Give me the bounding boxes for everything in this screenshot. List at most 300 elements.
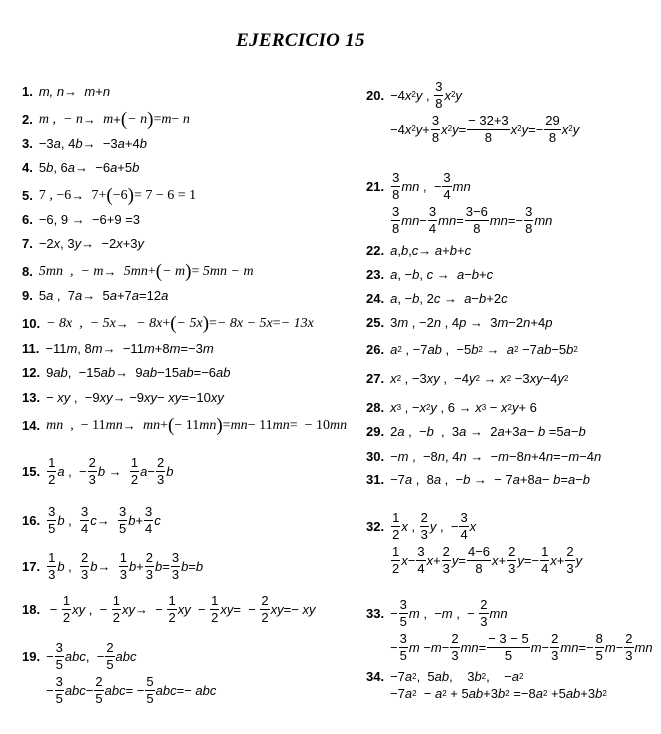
exercise-number: 1.	[22, 84, 33, 99]
variable: a	[534, 472, 542, 487]
math-term: −7	[390, 686, 405, 701]
variable: b	[128, 512, 136, 528]
variable: y	[468, 371, 476, 386]
fraction: 1 2	[392, 544, 400, 576]
math-term: →	[122, 418, 143, 434]
variable: x	[401, 518, 408, 534]
variable: b	[57, 512, 65, 528]
math-term: + 5	[446, 686, 469, 701]
variable: xy	[177, 601, 191, 617]
exercise-statement	[366, 372, 568, 385]
math-term: − 8x − 5x	[216, 315, 273, 331]
exponent: 2	[478, 344, 483, 354]
exercise-statement	[366, 292, 508, 305]
math-term: +	[135, 512, 144, 528]
variable: x	[390, 371, 397, 386]
variable: abc	[64, 682, 86, 698]
math-term: =	[478, 639, 487, 655]
variable: m	[498, 449, 510, 464]
exercise-16	[22, 505, 161, 535]
exercise-statement	[366, 80, 579, 110]
math-term: → 3	[466, 315, 498, 330]
variable: x	[426, 552, 434, 568]
math-term: → −9	[112, 390, 145, 405]
exercise-number: 15.	[22, 463, 41, 479]
math-term: 9	[46, 365, 54, 380]
exercise-statement	[22, 641, 216, 671]
math-term: ,	[407, 518, 419, 534]
math-term: , 8	[77, 341, 92, 356]
variable: a	[46, 288, 54, 303]
math-term: , 3	[449, 669, 475, 684]
math-term: , 2	[419, 291, 434, 306]
math-term: =−10	[181, 390, 211, 405]
exercise-14	[22, 415, 348, 436]
math-term: →	[64, 84, 85, 99]
math-term: − 13x	[280, 315, 314, 331]
math-term: →	[97, 558, 118, 574]
math-term: =−	[553, 449, 569, 464]
variable: b	[479, 291, 487, 306]
math-term: −	[46, 601, 61, 617]
math-term: =−	[578, 639, 594, 655]
parenthesis: )	[147, 109, 154, 130]
math-term: , −	[419, 605, 442, 621]
variable: b	[578, 424, 586, 439]
exercise-statement	[366, 670, 607, 683]
math-term: = 7 − 6 = 1	[133, 187, 197, 203]
exercise-solution	[22, 675, 216, 705]
math-term: =−	[507, 212, 524, 228]
math-term: −15	[157, 365, 180, 380]
math-term: −	[147, 463, 155, 479]
math-term: =	[153, 111, 162, 127]
math-term: −	[570, 424, 579, 439]
exponent: 2	[513, 344, 519, 354]
variable: x	[441, 121, 448, 137]
fraction: 3 8	[435, 79, 443, 111]
variable: p	[459, 315, 467, 330]
variable: x	[501, 400, 508, 415]
exercise-6	[22, 213, 140, 226]
math-term: −6, 9 → −6+9 =3	[38, 212, 141, 227]
math-term: mn	[142, 417, 161, 433]
math-term: +2	[486, 291, 502, 306]
math-term: , −	[85, 601, 111, 617]
math-term: , −	[486, 669, 512, 684]
fraction: $\frac{5}{5}$	[146, 674, 154, 706]
variable: y	[557, 371, 564, 386]
variable: a	[390, 267, 398, 282]
math-term: =−	[283, 601, 303, 617]
variable: abc	[155, 682, 177, 698]
variable: xy	[302, 601, 316, 617]
math-term: +	[556, 552, 565, 568]
variable: c	[433, 291, 441, 306]
math-term: +3	[580, 686, 596, 701]
variable: b	[412, 267, 420, 282]
exercise-number: 24.	[366, 291, 385, 306]
math-term: , 5	[416, 669, 435, 684]
variable: xy	[168, 390, 182, 405]
exercise-statement	[366, 316, 552, 329]
math-term: −	[615, 639, 624, 655]
math-term: →	[105, 463, 129, 479]
parenthesis: )	[185, 261, 192, 282]
variable: ab	[434, 669, 450, 684]
math-term: 5	[38, 288, 47, 303]
math-term: , 8	[412, 472, 434, 487]
exercise-number: 23.	[366, 267, 385, 282]
fraction: $\frac{2}{3}$	[88, 455, 96, 487]
variable: a	[433, 472, 442, 487]
math-term: −3	[38, 136, 54, 151]
variable: ab	[179, 365, 194, 380]
math-term: 5mn	[123, 263, 148, 279]
exercise-number: 14.	[22, 418, 41, 434]
math-term: →	[482, 342, 507, 357]
math-term: +	[160, 417, 168, 433]
math-term: 7 , −6	[38, 187, 72, 203]
variable: y	[572, 121, 580, 137]
variable: abc	[64, 648, 86, 664]
fraction: $\frac{8}{5}$	[595, 631, 603, 663]
fraction: 1 2	[392, 510, 400, 542]
variable: m	[604, 639, 616, 655]
exercise-18	[22, 594, 315, 624]
variable: b	[471, 267, 480, 282]
exercise-statement	[22, 185, 197, 206]
variable: y	[455, 87, 462, 103]
math-term: =	[560, 472, 568, 487]
math-term: =	[222, 417, 231, 433]
math-term: , 4	[441, 315, 460, 330]
math-term: m , − n	[38, 111, 83, 127]
exponent: 2	[411, 124, 416, 134]
fraction: $\frac{3}{4}$	[145, 504, 153, 536]
variable: a	[506, 342, 514, 357]
fraction: 1 2	[48, 455, 56, 487]
math-term: + 6	[518, 400, 537, 415]
variable: y	[415, 121, 423, 137]
exercise-statement	[22, 161, 139, 174]
math-term: = −	[233, 601, 260, 617]
exercise-23	[366, 268, 493, 281]
exercise-29	[366, 425, 586, 438]
math-term: , 3	[433, 424, 460, 439]
variable: xy	[529, 371, 543, 386]
math-term: −	[419, 212, 427, 228]
variable: b	[537, 424, 546, 439]
fraction: $\frac{1}{2}$	[62, 593, 71, 625]
fraction: $\frac{3}{4}$	[428, 204, 437, 236]
fraction: $\frac{2}{3}$	[156, 455, 165, 487]
variable: m	[441, 605, 453, 621]
variable: m	[408, 605, 420, 621]
fraction: $\frac{3}{5}$	[55, 640, 63, 672]
math-term: −	[46, 648, 54, 664]
variable: y	[74, 236, 82, 251]
math-term: −7	[390, 472, 405, 487]
math-term: +	[479, 267, 487, 282]
exponent: 2	[397, 344, 402, 354]
variable: b	[553, 472, 561, 487]
math-term: →	[82, 112, 104, 128]
exercise-28	[366, 401, 537, 414]
math-term: =−	[176, 682, 196, 698]
exercise-number: 22.	[366, 243, 385, 258]
exercise-number: 27.	[366, 371, 385, 386]
variable: n	[459, 449, 467, 464]
math-term: → −11	[102, 341, 144, 356]
variable: x	[53, 236, 61, 251]
variable: ab	[427, 342, 442, 357]
exercise-statement	[22, 213, 140, 226]
math-term: +	[136, 558, 144, 574]
exercise-statement	[366, 425, 586, 438]
math-term: ,	[397, 243, 401, 258]
exercise-number: 34.	[366, 669, 385, 684]
math-term: −	[416, 686, 435, 701]
variable: b	[46, 160, 54, 175]
exponent: 2	[412, 671, 417, 681]
exercise-statement	[22, 551, 203, 581]
exercise-statement	[22, 237, 144, 250]
math-term: , −	[436, 518, 459, 534]
math-term: −	[441, 639, 450, 655]
math-term: = −	[125, 682, 145, 698]
math-term: −7	[390, 669, 405, 684]
math-term: −	[190, 601, 210, 617]
fraction: 3 8	[392, 204, 400, 236]
fraction: 3 5	[118, 504, 127, 536]
variable: m	[397, 449, 409, 464]
math-term: −	[471, 291, 480, 306]
math-term: , −8	[408, 449, 438, 464]
variable: mn	[438, 212, 457, 228]
math-term: ,	[64, 558, 79, 574]
variable: m, n	[38, 84, 65, 99]
variable: a	[109, 288, 117, 303]
fraction: $\frac{2}{3}$	[442, 544, 450, 576]
math-term: 5mn − m	[202, 263, 254, 279]
math-term: −	[157, 390, 169, 405]
math-term: mn	[46, 417, 64, 433]
math-term: +	[422, 121, 430, 137]
math-term: −	[526, 424, 538, 439]
fraction: $\frac{3}{4}$	[443, 170, 451, 202]
exercise-statement	[366, 450, 601, 463]
variable: xy	[426, 371, 440, 386]
exercise-12	[22, 366, 231, 379]
exercise-number: 12.	[22, 365, 41, 380]
variable: xy	[99, 390, 113, 405]
variable: a	[390, 342, 398, 357]
math-term: =	[191, 263, 203, 279]
variable: a	[497, 424, 505, 439]
fraction: $\frac{3}{8}$	[431, 113, 440, 145]
math-term: +3	[504, 424, 520, 439]
math-term: +	[162, 315, 171, 331]
variable: c	[90, 512, 97, 528]
exercise-solution	[366, 205, 552, 235]
exercise-statement	[22, 137, 147, 150]
math-term: =	[458, 121, 467, 137]
math-term: = − 10	[289, 417, 330, 433]
variable: x	[510, 121, 518, 137]
variable: m	[202, 341, 214, 356]
exercise-33	[366, 598, 653, 663]
math-term: , −	[452, 605, 479, 621]
math-term: − 5x	[176, 315, 203, 331]
fraction: $\frac{- 3 - 5}{5}$	[488, 631, 529, 663]
variable: b	[128, 558, 137, 574]
math-term: +5	[547, 686, 566, 701]
exercise-number: 33.	[366, 605, 385, 621]
math-term: →	[96, 512, 117, 528]
math-term: , −	[401, 400, 420, 415]
math-term: → 5	[82, 288, 110, 303]
variable: m	[84, 84, 96, 99]
math-term: −	[541, 639, 550, 655]
math-term: −2	[38, 236, 54, 251]
exercise-number: 25.	[366, 315, 385, 330]
math-term: , 4	[445, 449, 460, 464]
exercise-statement	[366, 268, 493, 281]
variable: n	[437, 449, 446, 464]
variable: mn	[489, 212, 508, 228]
exercise-number: 4.	[22, 160, 33, 175]
exercise-31	[366, 473, 590, 486]
parenthesis: )	[127, 185, 134, 206]
variable: n	[523, 315, 531, 330]
variable: y	[452, 121, 459, 137]
variable: y	[430, 400, 437, 415]
math-term: =	[162, 558, 170, 574]
exercise-24	[366, 292, 508, 305]
exercise-number: 29.	[366, 424, 385, 439]
exercise-2	[22, 109, 190, 130]
variable: abc	[115, 648, 137, 664]
exercise-statement	[366, 473, 590, 486]
variable: b	[132, 160, 140, 175]
exponent: 2	[568, 124, 573, 134]
math-term: −11	[45, 341, 67, 356]
math-term: −	[390, 639, 398, 655]
variable: b	[90, 558, 98, 574]
exercise-number: 7.	[22, 236, 33, 251]
math-term: −	[46, 390, 58, 405]
math-term: , 6	[53, 160, 68, 175]
fraction: 3 5	[48, 504, 56, 536]
math-term: +	[433, 552, 441, 568]
math-term: mn	[105, 417, 123, 433]
variable: p	[545, 315, 553, 330]
variable: x	[550, 552, 557, 568]
variable: x	[444, 87, 451, 103]
math-term: ,	[408, 243, 412, 258]
variable: x	[469, 518, 477, 534]
math-term: 7+	[91, 187, 107, 203]
exercise-number: 21.	[366, 178, 385, 194]
math-term: +	[442, 243, 450, 258]
exercise-3	[22, 137, 147, 150]
variable: m	[143, 341, 155, 356]
fraction: $\frac{2}{3}$	[508, 544, 516, 576]
variable: a	[464, 291, 472, 306]
exercise-number: 31.	[366, 472, 385, 487]
math-term: +3	[483, 686, 498, 701]
exercise-27	[366, 372, 568, 385]
fraction: $\frac{2}{5}$	[106, 640, 114, 672]
math-term: −4	[579, 449, 594, 464]
variable: n	[545, 449, 554, 464]
math-term: − 11	[247, 417, 273, 433]
variable: m	[91, 341, 103, 356]
fraction: $\frac{3}{5}$	[399, 631, 407, 663]
fraction: $\frac{2}{3}$	[451, 631, 459, 663]
exercise-4	[22, 161, 139, 174]
parenthesis: (	[106, 185, 113, 206]
exercise-statement	[366, 244, 471, 257]
exercise-solution	[366, 687, 607, 700]
exercise-statement	[366, 171, 552, 201]
exercise-solution	[366, 545, 582, 575]
math-term: ,	[419, 267, 427, 282]
exercise-number: 13.	[22, 390, 41, 405]
math-term: , −2	[408, 315, 434, 330]
math-term: =	[458, 552, 466, 568]
math-term: → −2	[81, 236, 117, 251]
exponent: 2	[481, 671, 487, 681]
fraction: 3 4	[81, 504, 89, 536]
exercise-number: 6.	[22, 212, 33, 227]
variable: b	[139, 136, 147, 151]
math-term: =	[456, 212, 464, 228]
variable: abc	[104, 682, 126, 698]
variable: b	[595, 686, 603, 701]
exercise-number: 19.	[22, 648, 41, 664]
exercise-34	[366, 670, 607, 700]
variable: c	[486, 267, 494, 282]
variable: a	[117, 136, 125, 151]
exercise-number: 30.	[366, 449, 385, 464]
math-term: +8	[154, 341, 170, 356]
variable: c	[464, 243, 472, 258]
math-term: −4	[542, 371, 558, 386]
math-term: =−6	[193, 365, 217, 380]
variable: ab	[53, 365, 68, 380]
exponent: 2	[563, 373, 569, 383]
math-term: mn	[199, 417, 217, 433]
fraction: $\frac{3}{5}$	[55, 674, 63, 706]
math-term: −	[171, 111, 183, 127]
page-title	[0, 30, 661, 52]
exercise-number: 11.	[22, 341, 40, 356]
exercise-1	[22, 85, 110, 98]
variable: b	[57, 558, 65, 574]
math-term: =−8	[509, 686, 536, 701]
exercise-statement	[22, 261, 254, 282]
math-term: →	[71, 188, 92, 204]
variable: b	[582, 472, 591, 487]
math-term: m	[103, 111, 114, 127]
math-term: +4	[531, 449, 546, 464]
math-term: −3	[511, 371, 530, 386]
exercise-number: 32.	[366, 518, 385, 534]
variable: b	[471, 342, 479, 357]
exponent: 2	[447, 124, 453, 134]
